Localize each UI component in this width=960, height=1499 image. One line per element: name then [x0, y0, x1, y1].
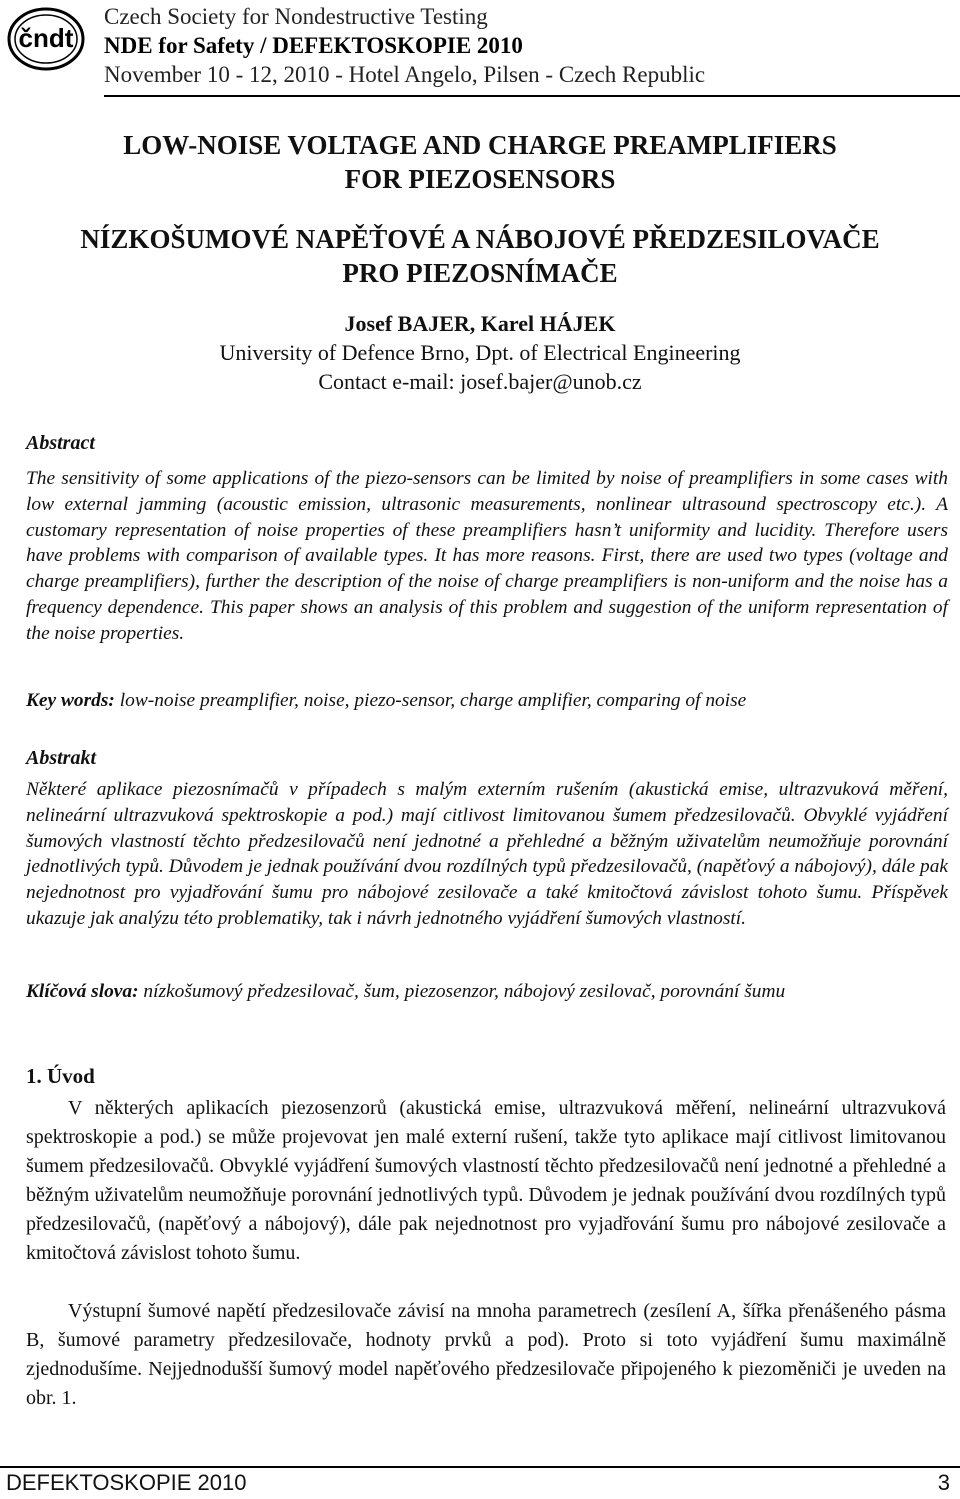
- keywords: [26, 690, 948, 712]
- abstract-heading: Abstract: [26, 432, 95, 454]
- czech-title-line2: PRO PIEZOSNÍMAČE: [342, 258, 618, 288]
- english-title-line2: FOR PIEZOSENSORS: [344, 164, 616, 194]
- keywords-label: Key words:: [26, 690, 115, 711]
- klicova-slova-label: Klíčová slova:: [26, 981, 139, 1002]
- footer-journal: DEFEKTOSKOPIE 2010: [6, 1470, 247, 1495]
- klicova-slova-text: nízkošumový předzesilovač, šum, piezosenzor, nábojový zesilovač, porovnání šumu: [143, 981, 786, 1002]
- czech-title-line1: NÍZKOŠUMOVÉ NAPĚŤOVÉ A NÁBOJOVÉ PŘEDZESILOVAČE: [80, 224, 880, 254]
- affiliation: University of Defence Brno, Dpt. of Electrical Engineering: [219, 340, 741, 365]
- section-paragraph-2: Výstupní šumové napětí předzesilovače závisí na mnoha parametrech (zesílení A, šířka přenášeného pásma B, šumové parametry předzesilovače, hodnoty prvků a pod). Proto si toto vyjádření šumu maximálně zjednodušíme. Nejjednodušší šumový model napěťového předzesilovače připojeného k piezoměniči je uveden na obr. 1.: [26, 1300, 946, 1409]
- conference-name: NDE for Safety / DEFEKTOSKOPIE 2010: [104, 33, 523, 58]
- conference-date-venue: November 10 - 12, 2010 - Hotel Angelo, Pilsen - Czech Republic: [104, 62, 706, 87]
- abstrakt-text: Některé aplikace piezosnímačů v případech s malým externím rušením (akustická emise, ultrazvuková měření, nelineární ultrazvuková spektroskopie a pod.) mají citlivost limitovanou šumem předzesilovačů. Obvyklé vyjádření šumových vlastností těchto předzesilovačů není jednotné a přehledné a běžným uživatelům neumožňuje porovnání jednotlivých typů. Důvodem je jednak používání dvou rozdílných typů předzesilovačů, (napěťový a nábojový), dále pak nejednotnost pro vyjadřování šumu pro nábojové zesilovače a také kmitočtová závislost tohoto šumu. Příspěvek ukazuje jak analýzu této problematiky, tak i návrh jednotného vyjádření šumových vlastností.: [26, 779, 948, 929]
- author-block: [0, 309, 960, 396]
- footer-rule: [0, 1466, 960, 1468]
- section-paragraph-1: V některých aplikacích piezosenzorů (akustická emise, ultrazvuková měření, nelineární ultrazvuková spektroskopie a pod.) se může projevovat jen malé externí rušení, takže tyto aplikace mají citlivost limitovanou šumem předzesilovačů. Obvyklé vyjádření šumových vlastností těchto předzesilovačů není jednotné a přehledné a běžným uživatelům neumožňuje porovnání jednotlivých typů. Důvodem je jednak používání dvou rozdílných typů předzesilovačů, (napěťový a nábojový), dále pak nejednotnost pro vyjadřování šumu pro nábojové zesilovače a kmitočtová závislost tohoto šumu.: [26, 1097, 946, 1264]
- cndt-logo: [6, 6, 86, 72]
- english-title-line1: LOW-NOISE VOLTAGE AND CHARGE PREAMPLIFIERS: [123, 130, 837, 160]
- abstrakt-heading: Abstrakt: [26, 747, 97, 769]
- society-name: Czech Society for Nondestructive Testing: [104, 4, 488, 29]
- page-number: 3: [937, 1470, 950, 1495]
- contact-email: Contact e-mail: josef.bajer@unob.cz: [318, 369, 642, 394]
- cndt-logo-icon: [6, 6, 86, 72]
- czech-title: [0, 222, 960, 290]
- keywords-text: low-noise preamplifier, noise, piezo-sensor, charge amplifier, comparing of noise: [119, 690, 747, 711]
- klicova-slova: [26, 981, 948, 1003]
- section-heading: 1. Úvod: [26, 1064, 95, 1088]
- logo-text: čndt: [18, 23, 74, 53]
- english-title: [0, 128, 960, 196]
- abstract-text: The sensitivity of some applications of the piezo-sensors can be limited by noise of preamplifiers in some cases with low external jamming (acoustic emission, ultrasonic measurements, nonlinear ultrasound spectroscopy etc.). A customary representation of noise properties of these preamplifiers hasn’t uniformity and lucidity. Therefore users have problems with comparison of available types. It has more reasons. First, there are used two types (voltage and charge preamplifiers), further the description of the noise of charge preamplifiers is non-uniform and the noise has a frequency dependence. This paper shows an analysis of this problem and suggestion of the uniform representation of the noise properties.: [26, 468, 948, 644]
- conference-header: [104, 2, 705, 89]
- header-rule: [104, 95, 960, 97]
- authors: Josef BAJER, Karel HÁJEK: [344, 311, 616, 336]
